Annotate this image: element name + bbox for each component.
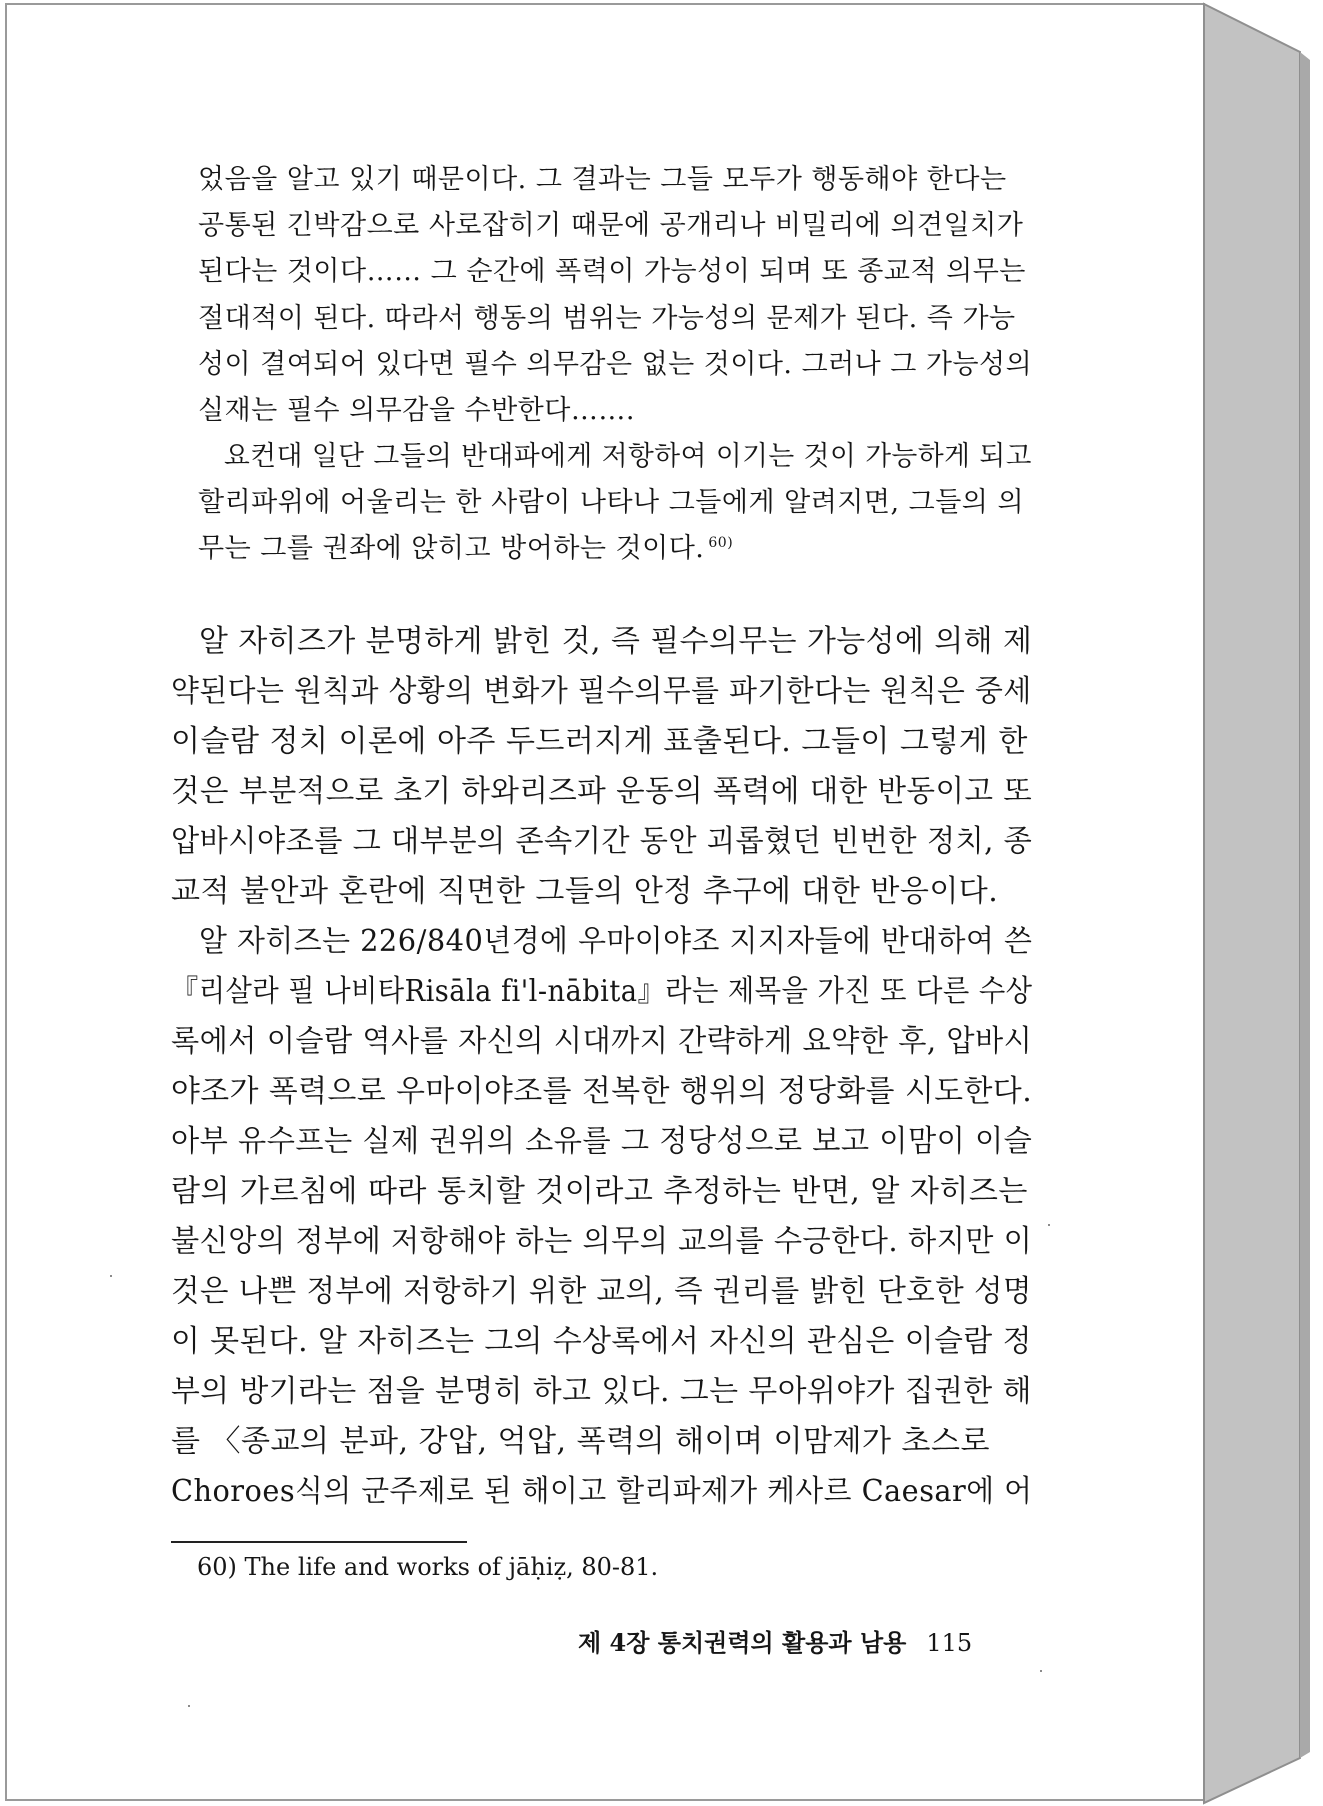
body-line: 이슬람 정치 이론에 아주 두드러지게 표출된다. 그들이 그렇게 한 <box>171 724 1028 759</box>
body-line: 이 못된다. 알 자히즈는 그의 수상록에서 자신의 관심은 이슬람 정 <box>171 1324 1032 1359</box>
body-line: 를 〈종교의 분파, 강압, 억압, 폭력의 해이며 이맘제가 초스로 <box>171 1424 990 1459</box>
body-line: 록에서 이슬람 역사를 자신의 시대까지 간략하게 요약한 후, 압바시 <box>171 1024 1033 1059</box>
scan-speck <box>188 1705 190 1707</box>
footnote-ref: 60) <box>708 535 734 551</box>
body-line: 불신앙의 정부에 저항해야 하는 의무의 교의를 수긍한다. 하지만 이 <box>171 1224 1033 1259</box>
quote-line: 요컨대 일단 그들의 반대파에게 저항하여 이기는 것이 가능하게 되고 <box>224 441 1032 472</box>
body-line: Choroes식의 군주제로 된 해이고 할리파제가 케사르 Caesar에 어 <box>171 1474 1033 1509</box>
body-line: 약된다는 원칙과 상황의 변화가 필수의무를 파기한다는 원칙은 중세 <box>171 674 1032 709</box>
body-line: 아부 유수프는 실제 권위의 소유를 그 정당성으로 보고 이맘이 이슬 <box>171 1124 1033 1159</box>
quote-line: 었음을 알고 있기 때문이다. 그 결과는 그들 모두가 행동해야 한다는 <box>198 164 1007 195</box>
body-line: 것은 부분적으로 초기 하와리즈파 운동의 폭력에 대한 반동이고 또 <box>171 774 1033 809</box>
body-line: 『리살라 필 나비타Risāla fi'l-nābita』라는 제목을 가진 또 다른 수상 <box>171 974 1033 1009</box>
quote-line: 공통된 긴박감으로 사로잡히기 때문에 공개리나 비밀리에 의견일치가 <box>198 210 1024 241</box>
body-line: 교적 불안과 혼란에 직면한 그들의 안정 추구에 대한 반응이다. <box>171 874 999 909</box>
quote-line: 성이 결여되어 있다면 필수 의무감은 없는 것이다. 그러나 그 가능성의 <box>198 349 1033 380</box>
body-line: 람의 가르침에 따라 통치할 것이라고 추정하는 반면, 알 자히즈는 <box>171 1174 1028 1209</box>
quote-line-text: 무는 그를 권좌에 앉히고 방어하는 것이다. <box>198 533 705 564</box>
scan-speck <box>110 1275 112 1277</box>
page-number: 115 <box>926 1629 973 1657</box>
body-line: 알 자히즈는 226/840년경에 우마이야조 지지자들에 반대하여 쓴 <box>199 924 1033 959</box>
body-line: 압바시야조를 그 대부분의 존속기간 동안 괴롭혔던 빈번한 정치, 종 <box>171 824 1033 859</box>
body-line: 야조가 폭력으로 우마이야조를 전복한 행위의 정당화를 시도한다. <box>171 1074 1033 1109</box>
body-line: 것은 나쁜 정부에 저항하기 위한 교의, 즉 권리를 밝힌 단호한 성명 <box>171 1274 1032 1309</box>
scan-speck <box>1040 1670 1042 1672</box>
quote-line <box>198 526 733 565</box>
body-line: 부의 방기라는 점을 분명히 하고 있다. 그는 무아위야가 집권한 해 <box>171 1374 1032 1409</box>
running-footer <box>578 1623 972 1658</box>
footnote-rule <box>171 1541 467 1543</box>
chapter-title: 제 4장 통치권력의 활용과 남용 <box>578 1628 907 1657</box>
footnote: 60) The life and works of jāḥiẓ, 80-81. <box>197 1553 659 1581</box>
quote-line: 실재는 필수 의무감을 수반한다……. <box>198 395 635 426</box>
quote-line: 할리파위에 어울리는 한 사람이 나타나 그들에게 알려지면, 그들의 의 <box>198 487 1025 518</box>
scan-speck <box>1048 1224 1050 1226</box>
body-line: 알 자히즈가 분명하게 밝힌 것, 즉 필수의무는 가능성에 의해 제 <box>199 624 1033 659</box>
quote-line: 된다는 것이다…… 그 순간에 폭력이 가능성이 되며 또 종교적 의무는 <box>198 256 1026 287</box>
quote-line: 절대적이 된다. 따라서 행동의 범위는 가능성의 문제가 된다. 즉 가능 <box>198 303 1016 334</box>
